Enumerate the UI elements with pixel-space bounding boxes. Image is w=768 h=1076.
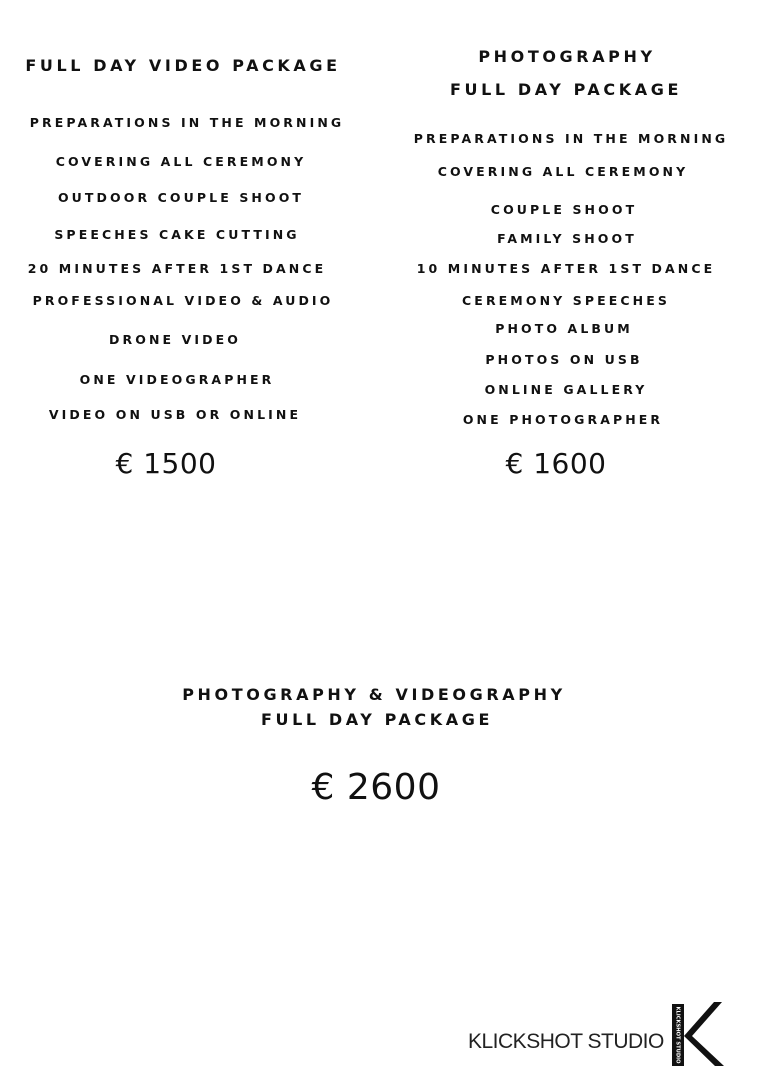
combo-package-price: € 2600 [311,767,441,808]
photo-package-item: FAMILY SHOOT [497,231,637,246]
photo-package-item: PHOTO ALBUM [495,321,633,336]
logo-upper-arm [684,1002,722,1036]
logo-vertical-text: KLICKSHOT STUDIO [674,1006,681,1064]
photo-package-item: PHOTOS ON USB [485,352,643,367]
video-package-item: ONE VIDEOGRAPHER [79,372,275,387]
photo-package-item: ONLINE GALLERY [484,382,648,397]
video-package-item: PROFESSIONAL VIDEO & AUDIO [32,293,334,308]
photo-package-item: ONE PHOTOGRAPHER [462,412,664,427]
video-package-item: DRONE VIDEO [109,332,241,347]
photo-package-item: COVERING ALL CEREMONY [437,164,689,179]
combo-package-title: PHOTOGRAPHY & VIDEOGRAPHY [182,685,566,704]
photo-package-subtitle: FULL DAY PACKAGE [450,80,682,99]
video-package-item: PREPARATIONS IN THE MORNING [29,115,345,130]
photo-package-item: 10 MINUTES AFTER 1ST DANCE [416,261,716,276]
photo-package-item: COUPLE SHOOT [490,202,638,217]
brand-logo [672,1000,726,1068]
video-package-item: 20 MINUTES AFTER 1ST DANCE [27,261,327,276]
photo-package-title: PHOTOGRAPHY [478,47,656,66]
photo-package-price: € 1600 [505,447,607,480]
video-package-item: OUTDOOR COUPLE SHOOT [57,190,305,205]
combo-package-subtitle: FULL DAY PACKAGE [261,710,493,729]
photo-package-item: PREPARATIONS IN THE MORNING [413,131,729,146]
video-package-title: FULL DAY VIDEO PACKAGE [25,56,341,75]
video-package-item: SPEECHES CAKE CUTTING [54,227,300,242]
photo-package-item: CEREMONY SPEECHES [462,293,670,308]
video-package-item: VIDEO ON USB OR ONLINE [48,407,302,422]
brand-name: KLICKSHOT STUDIO [468,1030,664,1053]
logo-lower-arm [684,1036,724,1066]
video-package-price: € 1500 [115,447,217,480]
video-package-item: COVERING ALL CEREMONY [55,154,307,169]
